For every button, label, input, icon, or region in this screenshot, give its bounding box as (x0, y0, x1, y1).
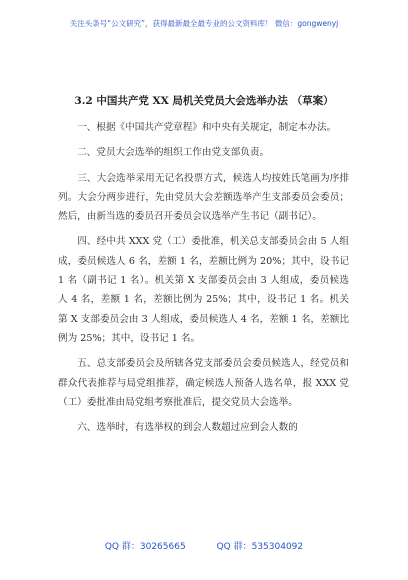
paragraph-5: 五、总支部委员会及所辖各党支部委员会委员候选人，经党员和群众代表推荐与局党组推荐，确定候选人预备人选名单，报 XXX 党（工）委批准由局党组考察批准后，提交党员大会选举。 (58, 358, 349, 408)
paragraph-2: 二、党员大会选举的组织工作由党支部负责。 (77, 147, 270, 159)
paragraph-1: 一、根据《中国共产党章程》和中央有关规定，制定本办法。 (77, 122, 337, 133)
footer-qq-group-1: QQ 群：30265665 (104, 542, 186, 552)
document-title: 3.2 中国共产党 XX 局机关党员大会选举办法 （草案） (74, 95, 334, 107)
paragraph-3: 三、大会选举采用无记名投票方式，候选人均按姓氏笔画为序排列。大会分两步进行，先由党员大会差额选举产生支部委员会委员；然后，由新当选的委员召开委员会议选举产生书记（副书记）。 (58, 172, 349, 223)
document-body (58, 118, 349, 437)
header-promo-note: 关注头条号“公文研究”，获得最新最全最专业的公文资料库！ 微信：gongwenyj (69, 19, 339, 28)
footer-contacts (0, 539, 408, 552)
paragraph-4: 四、经中共 XXX 党（工）委批准，机关总支部委员会由 5 人组成，委员候选人 6 名，差额 1 名，差额比例为 20%；其中，设书记 1 名（副书记 1 名）。机关第 X 支部委员会由 3 人组成，委员候选人 4 名，差额 1 名，差额比例为 25%；其中，设书记 1 名。机关第 X 支部委员会由 3 人组成，委员候选人 4 名，差额 1 名，差额比例为 25%；其中，设书记 1 名。 (58, 236, 349, 344)
paragraph-6: 六、选举时，有选举权的到会人数超过应到会人数的 (77, 422, 298, 434)
footer-qq-group-2: QQ 群：535304092 (216, 542, 304, 552)
